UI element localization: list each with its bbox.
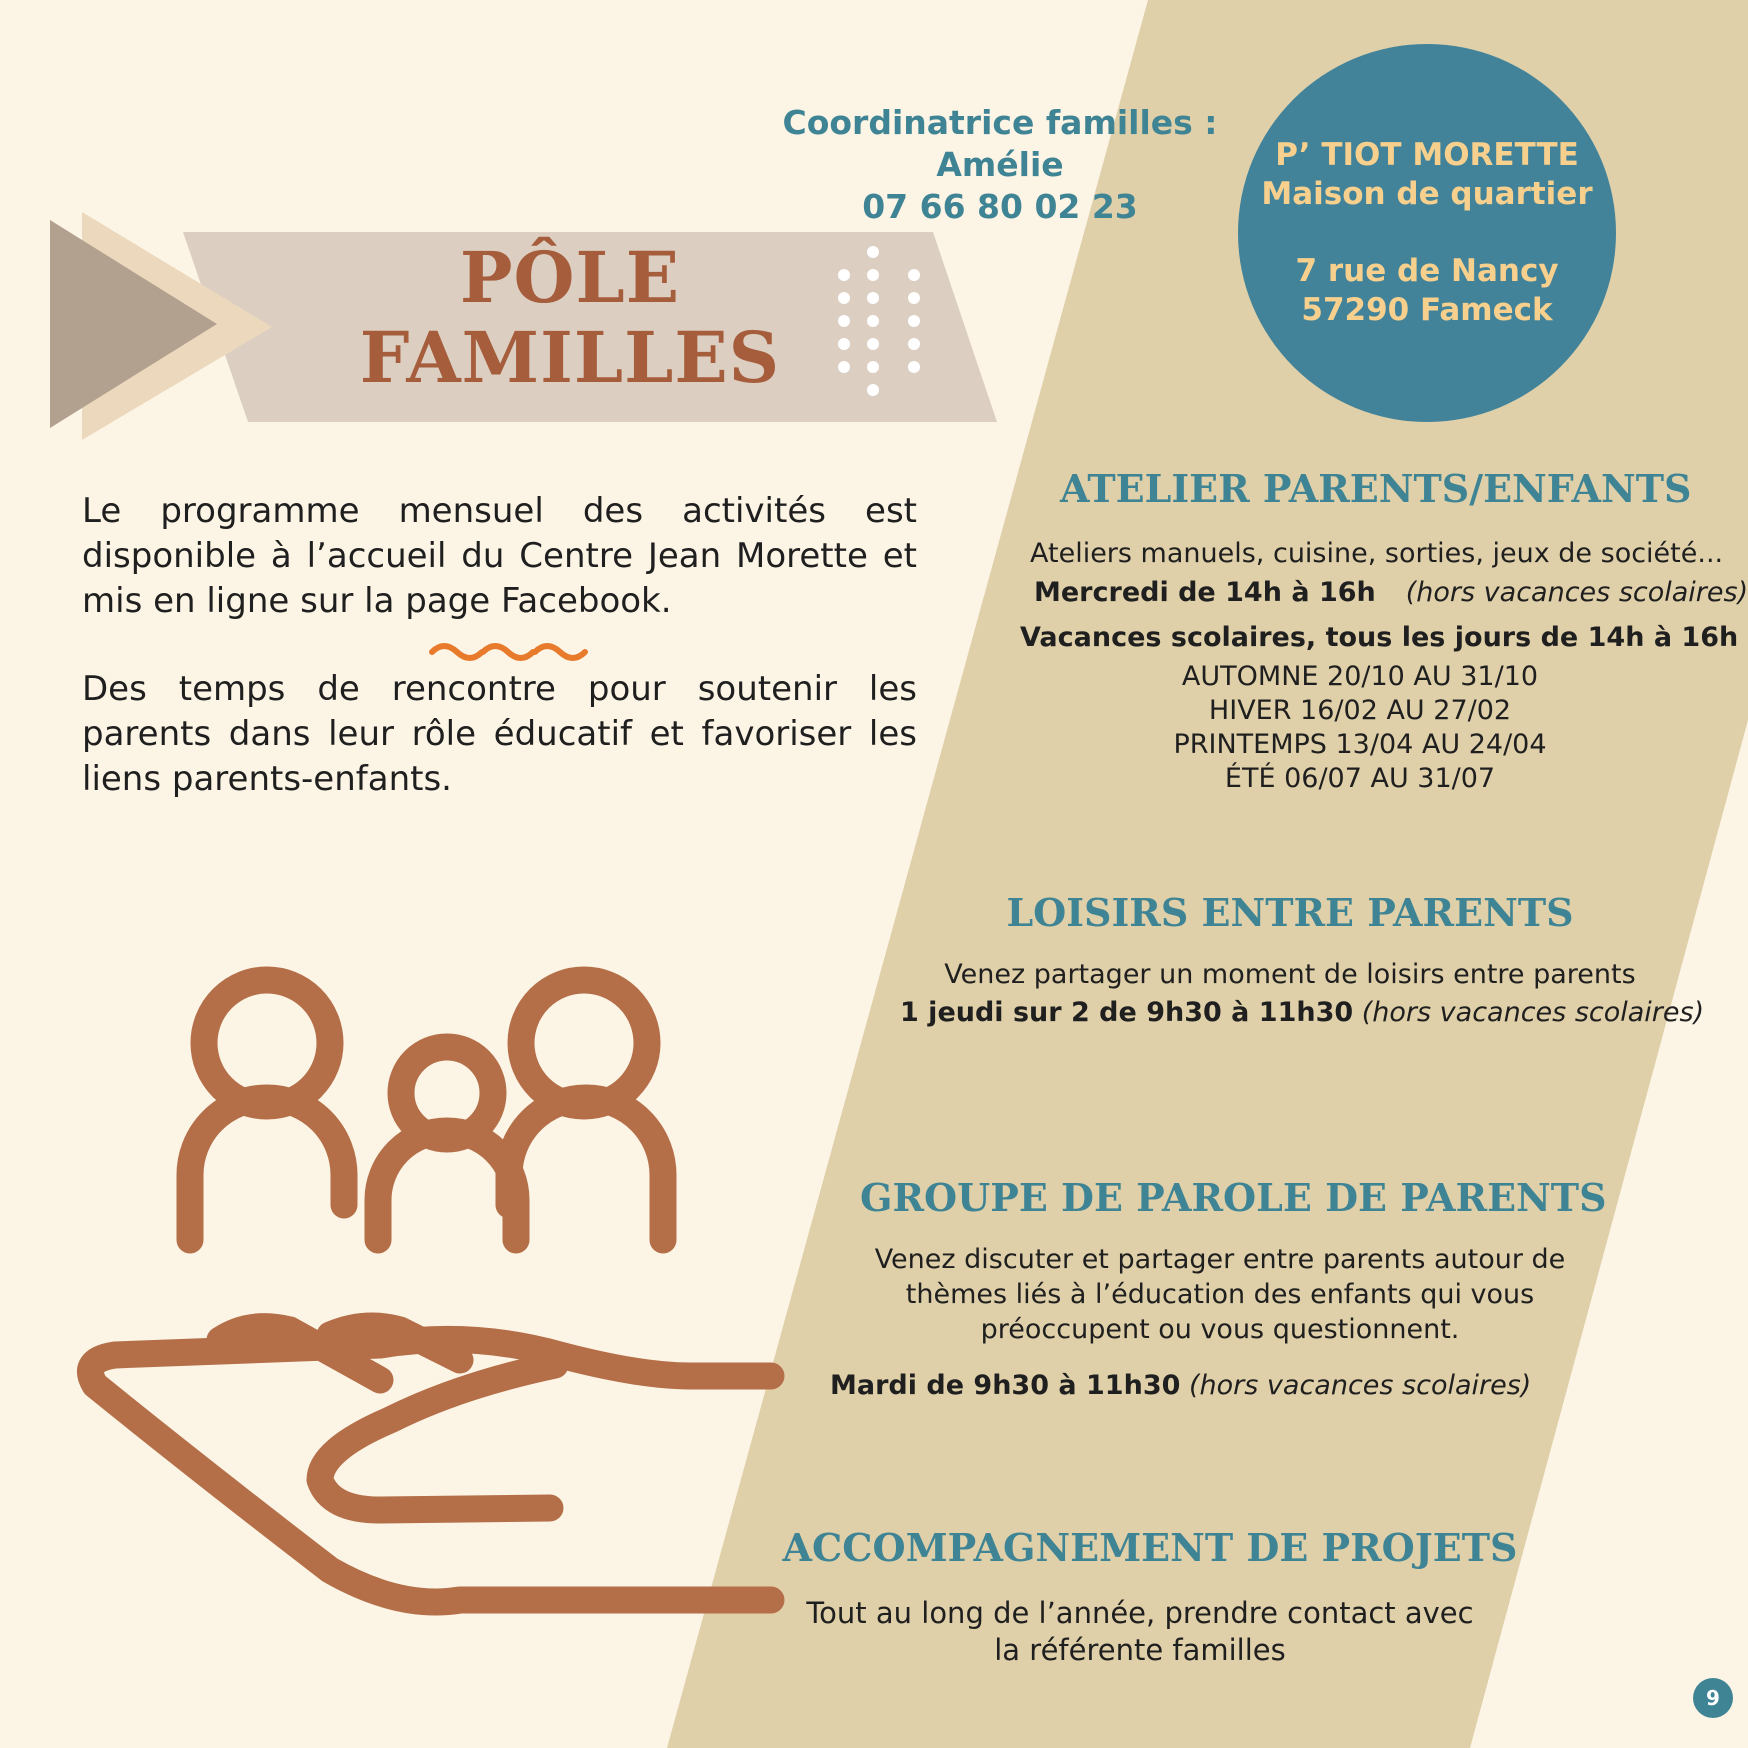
atelier-period: ÉTÉ 06/07 AU 31/07 (1224, 763, 1496, 794)
atelier-description: Ateliers manuels, cuisine, sorties, jeux de société... (1030, 538, 1724, 569)
page-title-line2: FAMILLES (359, 316, 781, 399)
accompagnement-description: Tout au long de l’année, prendre contact avec la référente familles (806, 1596, 1474, 1667)
page-number: 9 (1693, 1678, 1733, 1718)
atelier-heading: ATELIER PARENTS/ENFANTS (1060, 466, 1692, 511)
venue-badge (1238, 44, 1616, 422)
atelier-periods-list (1060, 660, 1660, 796)
groupe-schedule: Mardi de 9h30 à 11h30 (830, 1370, 1181, 1401)
hand-icon (91, 1326, 772, 1602)
intro-paragraph-2: Des temps de rencontre pour soutenir les parents dans leur rôle éducatif et favoriser les liens parents-enfants. (82, 669, 917, 799)
intro-paragraph-1: Le programme mensuel des activités est disponible à l’accueil du Centre Jean Morette et mis en ligne sur la page Facebook. (82, 491, 917, 621)
groupe-heading: GROUPE DE PAROLE DE PARENTS (860, 1175, 1607, 1220)
venue-subtitle: Maison de quartier (1261, 176, 1593, 212)
coordinator-name: Amélie (936, 145, 1064, 184)
groupe-schedule-line (830, 1368, 1532, 1403)
page-title (330, 238, 810, 398)
coordinator-phone: 07 66 80 02 23 (862, 187, 1138, 226)
loisirs-schedule-line (900, 995, 1705, 1030)
atelier-schedule-line (1034, 575, 1748, 610)
coordinator-label: Coordinatrice familles : (782, 103, 1218, 142)
atelier-period: HIVER 16/02 AU 27/02 (1208, 695, 1512, 726)
atelier-schedule: Mercredi de 14h à 16h (1034, 577, 1376, 608)
accompagnement-heading: ACCOMPAGNEMENT DE PROJETS (782, 1525, 1518, 1570)
loisirs-heading: LOISIRS ENTRE PARENTS (1006, 890, 1574, 935)
groupe-schedule-note: (hors vacances scolaires) (1189, 1370, 1532, 1401)
loisirs-schedule: 1 jeudi sur 2 de 9h30 à 11h30 (900, 997, 1354, 1028)
loisirs-schedule-note: (hors vacances scolaires) (1361, 997, 1705, 1028)
atelier-schedule-note: (hors vacances scolaires) (1405, 577, 1748, 608)
page-title-line1: PÔLE (459, 236, 681, 319)
atelier-period: PRINTEMPS 13/04 AU 24/04 (1173, 729, 1547, 760)
wave-divider-icon (432, 646, 585, 658)
atelier-holidays: Vacances scolaires, tous les jours de 14h à 16h (1020, 622, 1739, 653)
venue-name: P’ TIOT MORETTE (1275, 137, 1579, 173)
atelier-period: AUTOMNE 20/10 AU 31/10 (1181, 661, 1539, 692)
loisirs-description: Venez partager un moment de loisirs entre parents (944, 959, 1636, 990)
groupe-description: Venez discuter et partager entre parents autour de thèmes liés à l’éducation des enfants qui vous préoccupent ou vous questionnent. (874, 1244, 1566, 1345)
venue-street: 7 rue de Nancy (1295, 253, 1559, 289)
family-icon (190, 980, 663, 1240)
coordinator-contact (760, 102, 1240, 228)
venue-city: 57290 Fameck (1301, 292, 1553, 328)
